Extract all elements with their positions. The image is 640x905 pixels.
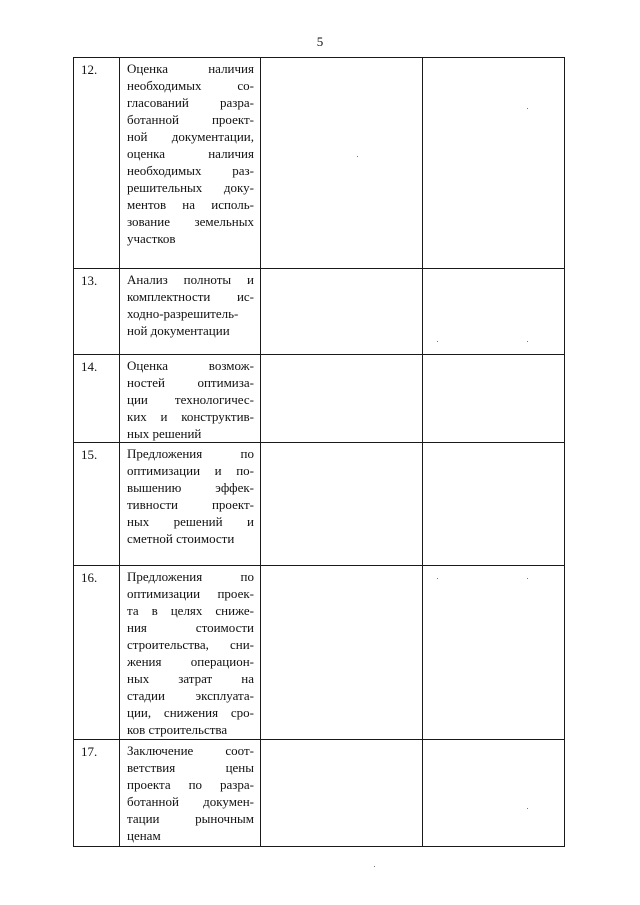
empty-cell <box>423 566 565 740</box>
description-line: ных решений <box>127 426 202 441</box>
scan-speck <box>437 341 438 342</box>
description-line: ментов на исполь- <box>127 197 254 212</box>
empty-cell <box>423 58 565 269</box>
description-line: Предложения по <box>127 446 254 461</box>
empty-cell <box>423 355 565 443</box>
description-line: Оценка возмож- <box>127 358 254 373</box>
scan-speck <box>527 808 528 809</box>
description-line: ких и конструктив- <box>127 409 254 424</box>
empty-cell <box>261 740 423 847</box>
scan-speck <box>527 578 528 579</box>
scan-speck <box>374 866 375 867</box>
description-line: оценка наличия <box>127 146 254 161</box>
description-line: ных решений и <box>127 514 254 529</box>
description-line: ветствия цены <box>127 760 254 775</box>
scan-speck <box>357 156 358 157</box>
table-row <box>74 566 565 740</box>
table-row <box>74 443 565 566</box>
description-line: необходимых со- <box>127 78 254 93</box>
table-row <box>74 740 565 847</box>
description-line: ния стоимости <box>127 620 254 635</box>
empty-cell <box>261 443 423 566</box>
table-row <box>74 58 565 269</box>
description-line: строительства, сни- <box>127 637 254 652</box>
table-row <box>74 269 565 355</box>
description-line: Заключение соот- <box>127 743 254 758</box>
description-line: ботанной докумен- <box>127 794 254 809</box>
page-number: 5 <box>316 34 324 49</box>
description-line: та в целях сниже- <box>127 603 254 618</box>
description-line: ценам <box>127 828 161 843</box>
empty-cell <box>261 269 423 355</box>
scan-speck <box>437 578 438 579</box>
description-line: вышению эффек- <box>127 480 254 495</box>
description-line: ходно-разрешитель- <box>127 306 239 321</box>
empty-cell <box>423 269 565 355</box>
description-line: проекта по разра- <box>127 777 254 792</box>
description-line: тивности проект- <box>127 497 254 512</box>
row-number: 14. <box>74 355 120 443</box>
description-line: ной документации, <box>127 129 254 144</box>
empty-cell <box>423 740 565 847</box>
row-description <box>120 740 261 847</box>
row-number: 15. <box>74 443 120 566</box>
description-line: оптимизации и по- <box>127 463 254 478</box>
row-number: 16. <box>74 566 120 740</box>
description-line: зование земельных <box>127 214 254 229</box>
description-line: Оценка наличия <box>127 61 254 76</box>
description-line: гласований разра- <box>127 95 254 110</box>
description-line: ной документации <box>127 323 230 338</box>
row-number: 17. <box>74 740 120 847</box>
scan-speck <box>527 341 528 342</box>
empty-cell <box>261 355 423 443</box>
row-description <box>120 355 261 443</box>
description-line: жения операцион- <box>127 654 254 669</box>
description-line: тации рыночным <box>127 811 254 826</box>
description-line: Предложения по <box>127 569 254 584</box>
description-line: ных затрат на <box>127 671 254 686</box>
row-description <box>120 566 261 740</box>
description-line: ностей оптимиза- <box>127 375 254 390</box>
empty-cell <box>261 58 423 269</box>
description-line: ков строительства <box>127 722 228 737</box>
description-line: участков <box>127 231 176 246</box>
row-description <box>120 269 261 355</box>
description-line: оптимизации проек- <box>127 586 254 601</box>
row-number: 12. <box>74 58 120 269</box>
description-line: ботанной проект- <box>127 112 254 127</box>
empty-cell <box>261 566 423 740</box>
description-line: стадии эксплуата- <box>127 688 254 703</box>
table-row <box>74 355 565 443</box>
description-line: необходимых раз- <box>127 163 254 178</box>
description-line: ции, снижения сро- <box>127 705 254 720</box>
description-line: сметной стоимости <box>127 531 235 546</box>
description-line: решительных доку- <box>127 180 254 195</box>
row-number: 13. <box>74 269 120 355</box>
row-description <box>120 443 261 566</box>
row-description <box>120 58 261 269</box>
description-line: ции технологичес- <box>127 392 254 407</box>
empty-cell <box>423 443 565 566</box>
description-line: Анализ полноты и <box>127 272 254 287</box>
document-table <box>73 57 565 847</box>
description-line: комплектности ис- <box>127 289 254 304</box>
scan-speck <box>527 108 528 109</box>
